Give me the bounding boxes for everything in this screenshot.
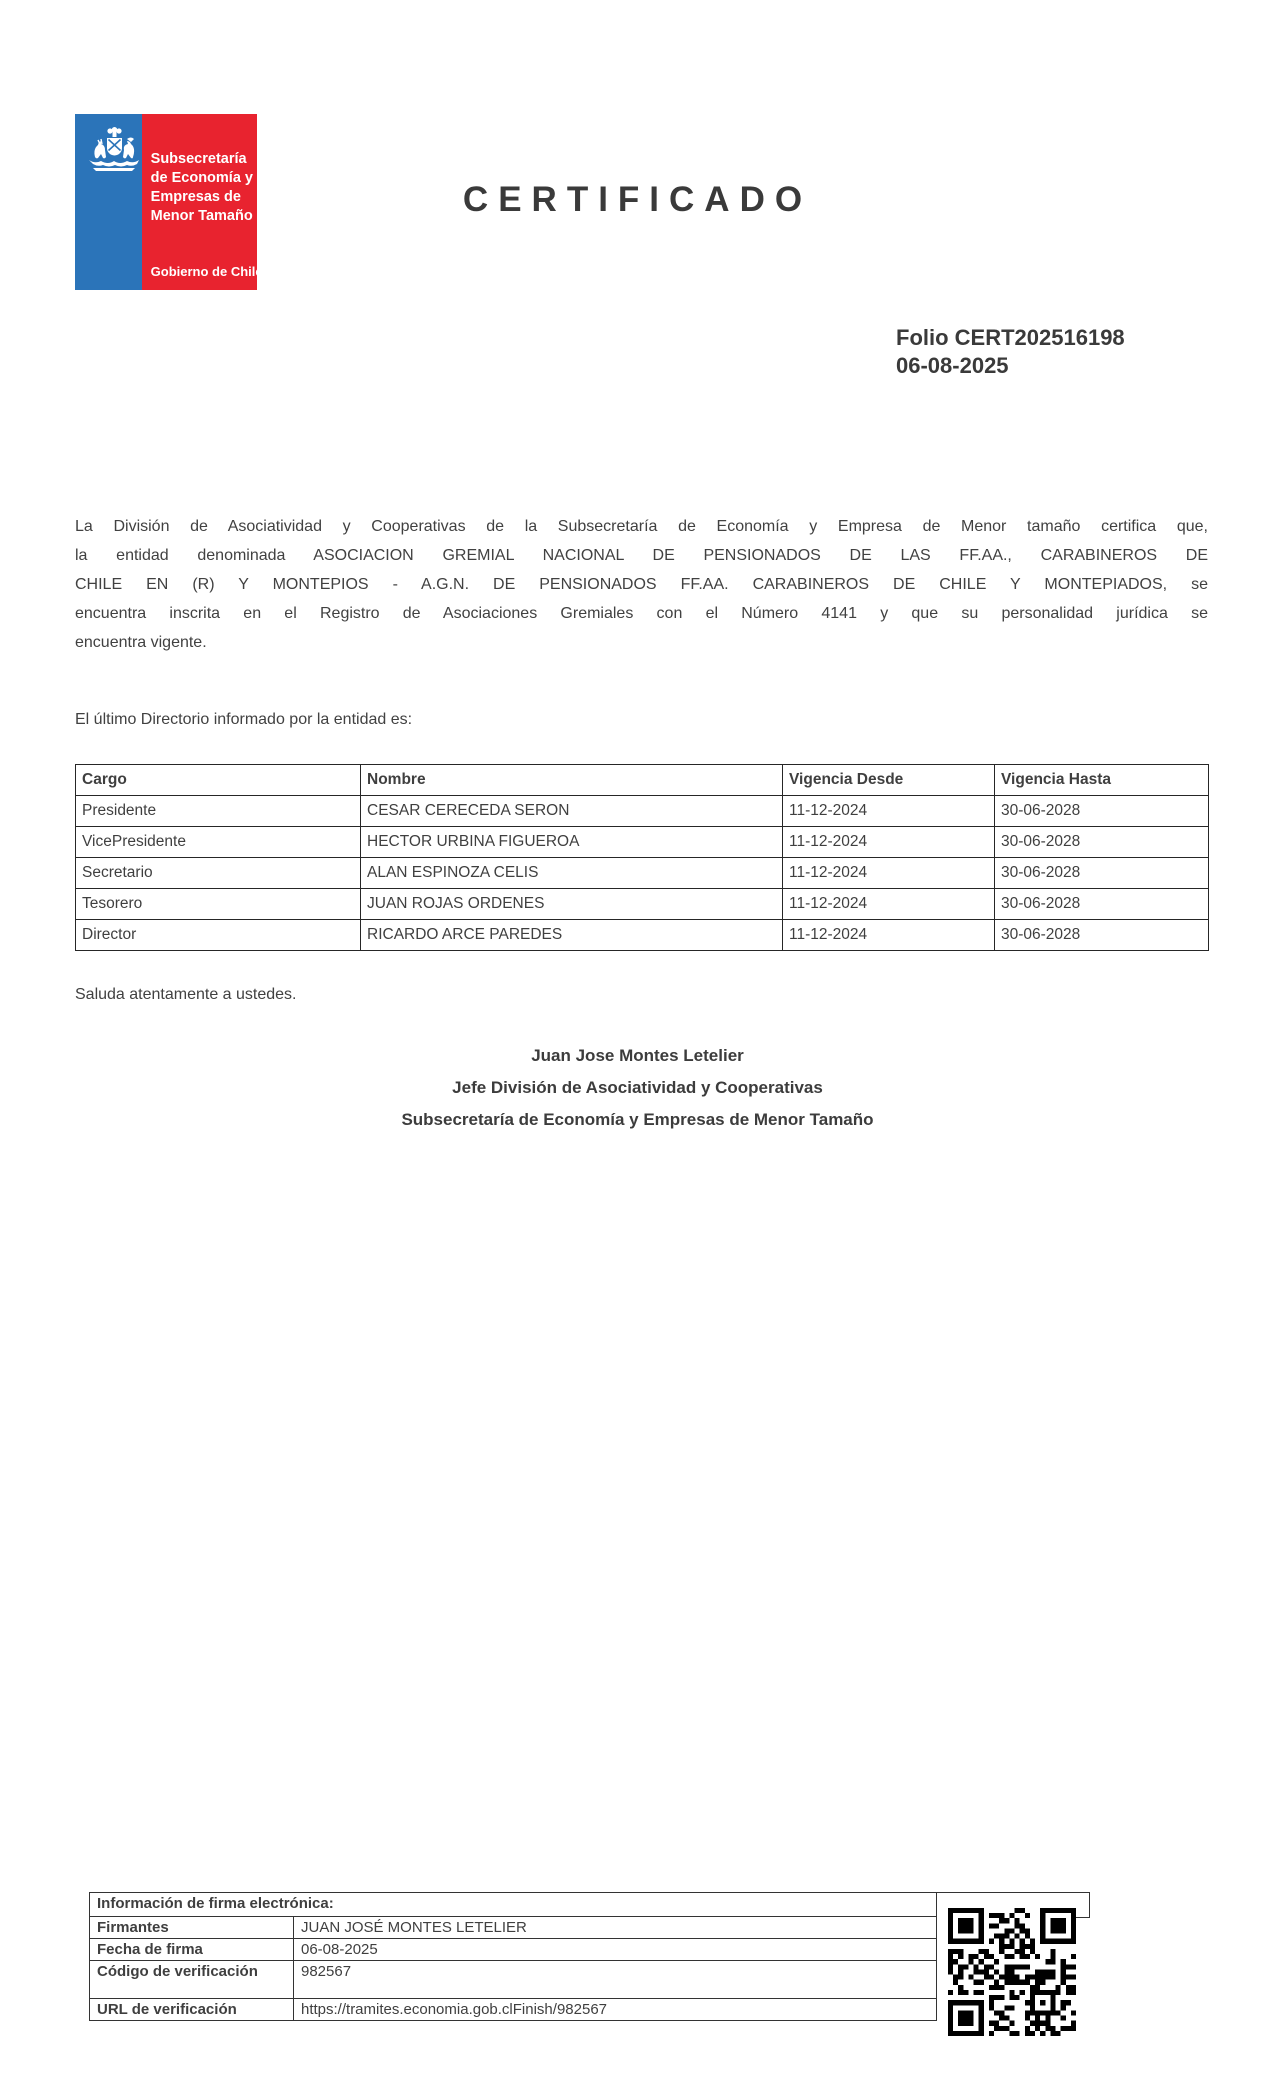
paragraph-line: la entidad denominada ASOCIACION GREMIAL NACIONAL DE PENSIONADOS DE LAS FF.AA., CARABINEROS DE [75, 547, 1208, 564]
table-row [76, 827, 1209, 858]
table-cell: ALAN ESPINOZA CELIS [361, 858, 783, 889]
info-label: Fecha de firma [90, 1939, 294, 1961]
table-cell: 30-06-2028 [995, 889, 1209, 920]
table-cell: Presidente [76, 796, 361, 827]
folio-block [896, 324, 1125, 380]
directory-table-body [76, 796, 1209, 951]
certificate-paragraph [75, 512, 1208, 657]
directory-intro: El último Directorio informado por la entidad es: [75, 711, 413, 728]
column-header: Vigencia Desde [783, 765, 995, 796]
table-cell: VicePresidente [76, 827, 361, 858]
info-label: URL de verificación [90, 1999, 294, 2021]
table-cell: Tesorero [76, 889, 361, 920]
table-row [90, 1939, 937, 1961]
logo-text-line: Menor Tamaño [150, 208, 253, 224]
paragraph-line: encuentra inscrita en el Registro de Asociaciones Gremiales con el Número 4141 y que su personalidad jurídica se [75, 605, 1208, 622]
column-header: Cargo [76, 765, 361, 796]
logo-text-line: Subsecretaría [150, 151, 247, 167]
table-row [76, 796, 1209, 827]
signer-name: Juan Jose Montes Letelier [531, 1046, 744, 1065]
info-value: 06-08-2025 [294, 1939, 937, 1961]
table-row [76, 889, 1209, 920]
info-value: https://tramites.economia.gob.clFinish/982567 [294, 1999, 937, 2021]
column-header: Vigencia Hasta [995, 765, 1209, 796]
signature-info-header: Información de firma electrónica: [90, 1893, 937, 1917]
logo-text-line: de Economía y [150, 170, 253, 186]
table-cell: CESAR CERECEDA SERON [361, 796, 783, 827]
coat-of-arms-icon [83, 127, 145, 173]
signer-title: Jefe División de Asociatividad y Cooperativas [452, 1078, 823, 1097]
table-row [90, 1961, 937, 1999]
paragraph-line: La División de Asociatividad y Cooperativas de la Subsecretaría de Economía y Empresa de Menor tamaño certifica que, [75, 518, 1208, 535]
table-cell: 11-12-2024 [783, 920, 995, 951]
column-header: Nombre [361, 765, 783, 796]
info-label: Firmantes [90, 1917, 294, 1939]
table-row [90, 1917, 937, 1939]
paragraph-line: CHILE EN (R) Y MONTEPIOS - A.G.N. DE PENSIONADOS FF.AA. CARABINEROS DE CHILE Y MONTEPIADOS, se [75, 576, 1208, 593]
table-cell: 30-06-2028 [995, 858, 1209, 889]
table-row [90, 1999, 937, 2021]
directory-table [75, 764, 1209, 951]
table-row [76, 858, 1209, 889]
table-cell: RICARDO ARCE PAREDES [361, 920, 783, 951]
table-cell: JUAN ROJAS ORDENES [361, 889, 783, 920]
table-cell: 11-12-2024 [783, 796, 995, 827]
folio-date: 06-08-2025 [896, 353, 1009, 378]
page-title: CERTIFICADO [462, 180, 813, 219]
signer-organization: Subsecretaría de Economía y Empresas de Menor Tamaño [401, 1110, 874, 1129]
table-cell: 30-06-2028 [995, 920, 1209, 951]
closing-line: Saluda atentamente a ustedes. [75, 986, 297, 1003]
info-label: Código de verificación [90, 1961, 294, 1999]
qr-code [948, 1908, 1076, 2036]
table-cell: 30-06-2028 [995, 827, 1209, 858]
table-cell: 11-12-2024 [783, 858, 995, 889]
directory-table-header-row [76, 765, 1209, 796]
signature-block [0, 1040, 1275, 1136]
logo-government-label: Gobierno de Chile [150, 264, 263, 279]
table-cell: 11-12-2024 [783, 827, 995, 858]
info-value: JUAN JOSÉ MONTES LETELIER [294, 1917, 937, 1939]
logo-text-line: Empresas de [150, 189, 241, 205]
folio-number: Folio CERT202516198 [896, 325, 1125, 350]
table-cell: Director [76, 920, 361, 951]
table-cell: 11-12-2024 [783, 889, 995, 920]
signature-info-table [89, 1892, 937, 2021]
table-cell: Secretario [76, 858, 361, 889]
signature-info-header-row [90, 1893, 937, 1917]
table-cell: HECTOR URBINA FIGUEROA [361, 827, 783, 858]
table-cell: 30-06-2028 [995, 796, 1209, 827]
paragraph-line: encuentra vigente. [75, 634, 207, 651]
info-value: 982567 [294, 1961, 937, 1999]
table-row [76, 920, 1209, 951]
